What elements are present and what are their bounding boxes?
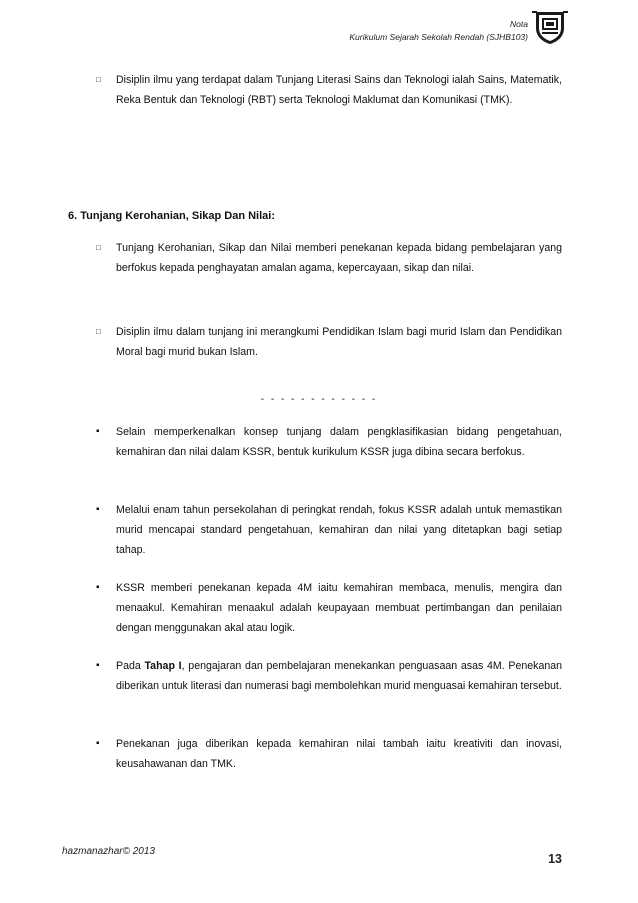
section-divider: - - - - - - - - - - - - <box>260 394 378 405</box>
tahap-body-text: , pengajaran dan pembelajaran menekankan penguasaan asas 4M. Penekanan diberikan untuk literasi dan numerasi bagi membolehkan murid menguasai kemahiran tersebut. <box>116 660 563 692</box>
footer-author: hazmanazhar© 2013 <box>62 846 155 857</box>
filled-square-bullet-icon: ▪ <box>96 738 100 749</box>
kerohanian-emphasis-paragraph: Tunjang Kerohanian, Sikap dan Nilai memberi penekanan kepada bidang pembelajaran yang berfokus kepada penghayatan amalan agama, kepercayaan, sikap dan nilai. <box>116 242 562 274</box>
tahap-bold-term: Tahap I <box>144 660 182 672</box>
hollow-square-bullet-icon: □ <box>96 243 101 252</box>
header-course-title: Kurikulum Sejarah Sekolah Rendah (SJHB103) <box>349 32 528 42</box>
header-nota: Nota <box>510 19 528 29</box>
filled-square-bullet-icon: ▪ <box>96 582 100 593</box>
page-number: 13 <box>548 852 562 866</box>
kerohanian-discipline-paragraph: Disiplin ilmu dalam tunjang ini merangkumi Pendidikan Islam bagi murid Islam dan Pendidikan Moral bagi murid bukan Islam. <box>116 326 562 358</box>
tahap-lead-text: Pada <box>116 660 145 672</box>
page-header <box>349 18 528 44</box>
summary-paragraph-tahap <box>116 656 562 696</box>
filled-square-bullet-icon: ▪ <box>96 660 100 671</box>
summary-paragraph: Penekanan juga diberikan kepada kemahiran nilai tambah iaitu kreativiti dan inovasi, keusahawanan dan TMK. <box>116 738 562 770</box>
literasi-sains-discipline-paragraph: Disiplin ilmu yang terdapat dalam Tunjang Literasi Sains dan Teknologi ialah Sains, Matematik, Reka Bentuk dan Teknologi (RBT) serta Teknologi Maklumat dan Komunikasi (TMK). <box>116 74 562 106</box>
summary-paragraph: Melalui enam tahun persekolahan di peringkat rendah, fokus KSSR adalah untuk memastikan murid mencapai standard pengetahuan, kemahiran dan nilai yang ditetapkan bagi setiap tahap. <box>116 504 562 556</box>
hollow-square-bullet-icon: □ <box>96 327 101 336</box>
summary-paragraph: Selain memperkenalkan konsep tunjang dalam pengklasifikasian bidang pengetahuan, kemahiran dan nilai dalam KSSR, bentuk kurikulum KSSR juga dibina secara berfokus. <box>116 426 562 458</box>
section-heading: 6. Tunjang Kerohanian, Sikap Dan Nilai: <box>68 210 275 222</box>
filled-square-bullet-icon: ▪ <box>96 426 100 437</box>
university-seal-icon <box>530 6 570 46</box>
filled-square-bullet-icon: ▪ <box>96 504 100 515</box>
summary-paragraph: KSSR memberi penekanan kepada 4M iaitu kemahiran membaca, menulis, mengira dan menaakul. Kemahiran menaakul adalah keupayaan membuat pertimbangan dan penilaian dengan menggunakan akal atau logik. <box>116 582 562 634</box>
hollow-square-bullet-icon: □ <box>96 75 101 84</box>
